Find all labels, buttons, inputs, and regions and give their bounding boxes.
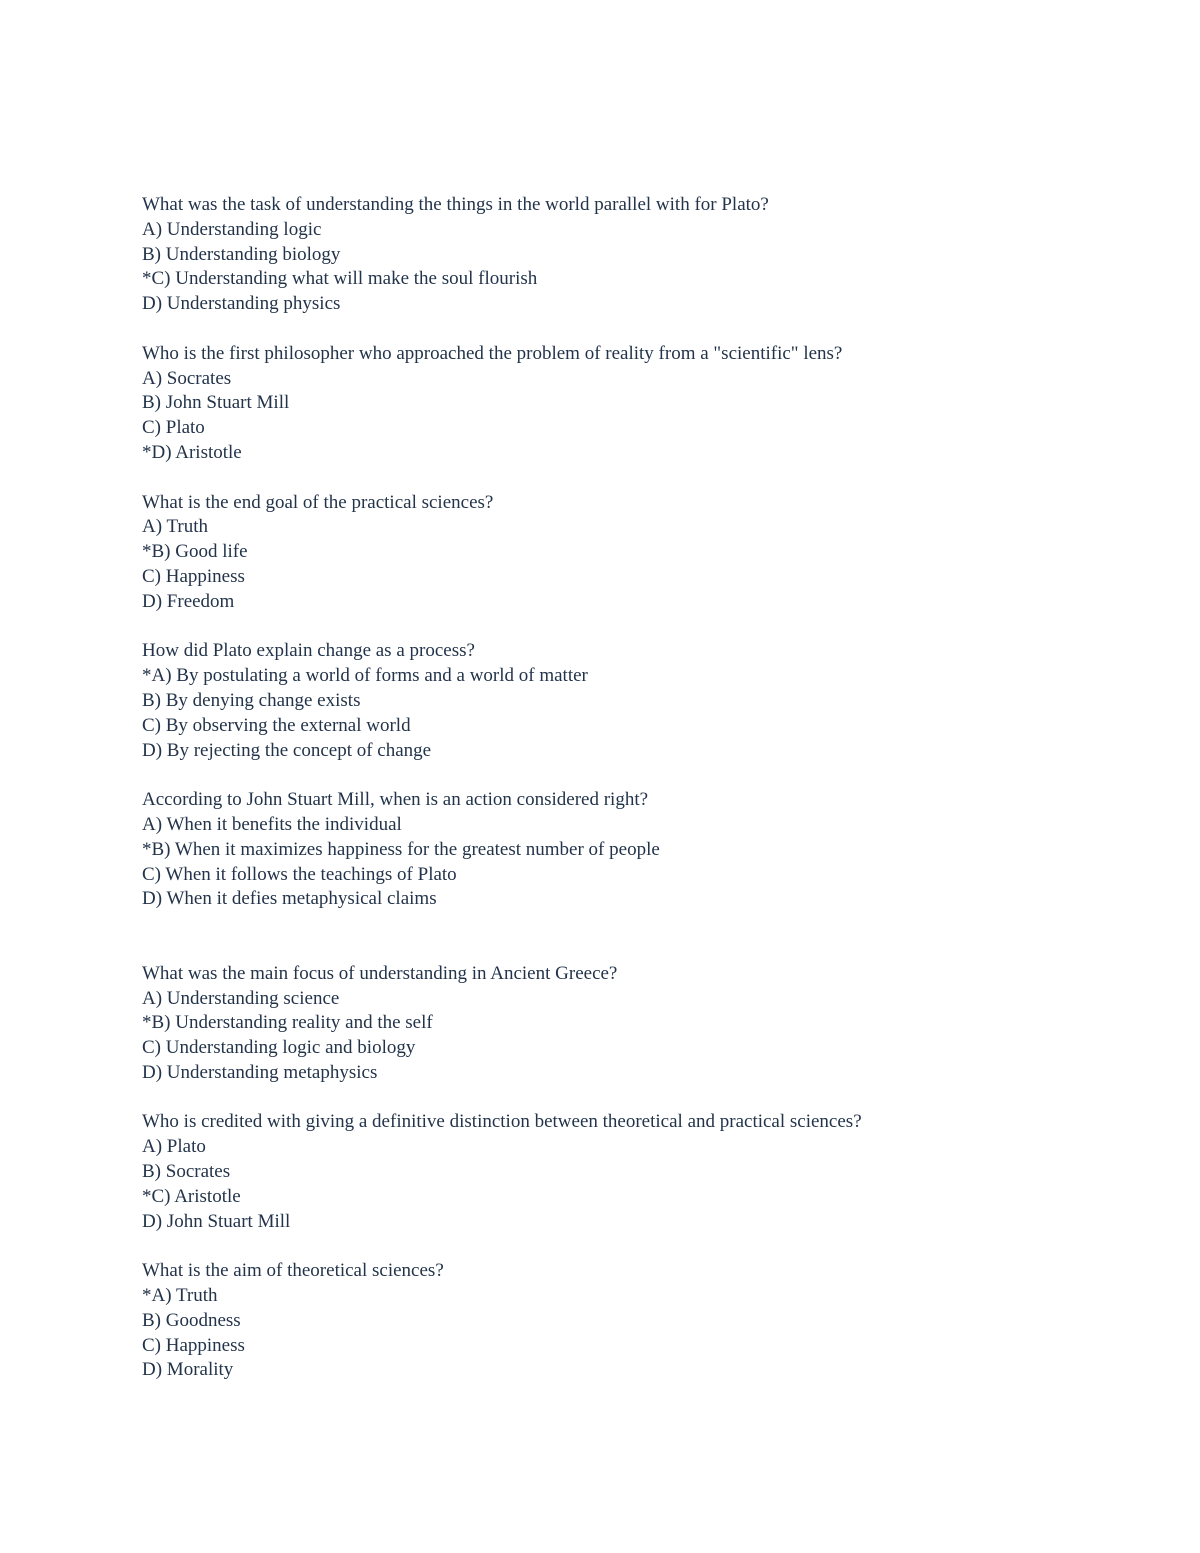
answer-option: C) Happiness <box>142 565 245 587</box>
answer-option-correct: *D) Aristotle <box>142 441 242 463</box>
answer-option: B) Understanding biology <box>142 243 341 265</box>
question-text: What was the main focus of understanding in Ancient Greece? <box>142 962 618 984</box>
answer-option: C) Understanding logic and biology <box>142 1037 416 1059</box>
answer-option: A) When it benefits the individual <box>142 813 402 835</box>
question-text: According to John Stuart Mill, when is an action considered right? <box>142 789 649 811</box>
question-text: What is the end goal of the practical sciences? <box>142 491 494 513</box>
answer-option: A) Plato <box>142 1136 206 1158</box>
answer-option: A) Socrates <box>142 367 232 389</box>
answer-option: C) Plato <box>142 417 205 439</box>
document-page <box>142 193 1102 1408</box>
question-block <box>142 342 1102 466</box>
question-text: What was the task of understanding the things in the world parallel with for Plato? <box>142 194 769 215</box>
question-block <box>142 639 1102 763</box>
question-text: What is the aim of theoretical sciences? <box>142 1260 444 1282</box>
answer-option: B) Socrates <box>142 1161 231 1183</box>
question-block <box>142 1259 1102 1383</box>
answer-option: D) Morality <box>142 1359 234 1381</box>
answer-option-correct: *A) By postulating a world of forms and a world of matter <box>142 665 588 687</box>
question-text: Who is the first philosopher who approached the problem of reality from a "scientific" lens? <box>142 342 843 364</box>
answer-option: A) Understanding science <box>142 987 340 1009</box>
question-block <box>142 962 1102 1086</box>
question-block <box>142 491 1102 615</box>
question-block <box>142 193 1102 317</box>
answer-option-correct: *C) Understanding what will make the soul flourish <box>142 268 538 290</box>
answer-option: A) Understanding logic <box>142 218 322 240</box>
answer-option: D) By rejecting the concept of change <box>142 739 432 761</box>
answer-option: D) Understanding metaphysics <box>142 1061 378 1083</box>
question-text: Who is credited with giving a definitive distinction between theoretical and practical sciences? <box>142 1111 862 1133</box>
question-block <box>142 788 1102 912</box>
answer-option-correct: *B) Understanding reality and the self <box>142 1012 433 1034</box>
answer-option: C) By observing the external world <box>142 714 411 736</box>
answer-option: B) John Stuart Mill <box>142 392 290 414</box>
answer-option: D) When it defies metaphysical claims <box>142 888 437 910</box>
answer-option: D) John Stuart Mill <box>142 1210 291 1232</box>
answer-option-correct: *B) When it maximizes happiness for the greatest number of people <box>142 838 660 860</box>
answer-option: A) Truth <box>142 516 208 538</box>
answer-option-correct: *A) Truth <box>142 1285 218 1307</box>
answer-option: C) Happiness <box>142 1334 245 1356</box>
answer-option-correct: *B) Good life <box>142 541 248 563</box>
answer-option: D) Freedom <box>142 590 235 612</box>
answer-option: B) By denying change exists <box>142 689 361 711</box>
answer-option: C) When it follows the teachings of Plato <box>142 863 457 885</box>
question-text: How did Plato explain change as a process? <box>142 640 475 662</box>
answer-option-correct: *C) Aristotle <box>142 1185 241 1207</box>
question-block <box>142 1110 1102 1234</box>
answer-option: D) Understanding physics <box>142 293 341 315</box>
answer-option: B) Goodness <box>142 1309 241 1331</box>
